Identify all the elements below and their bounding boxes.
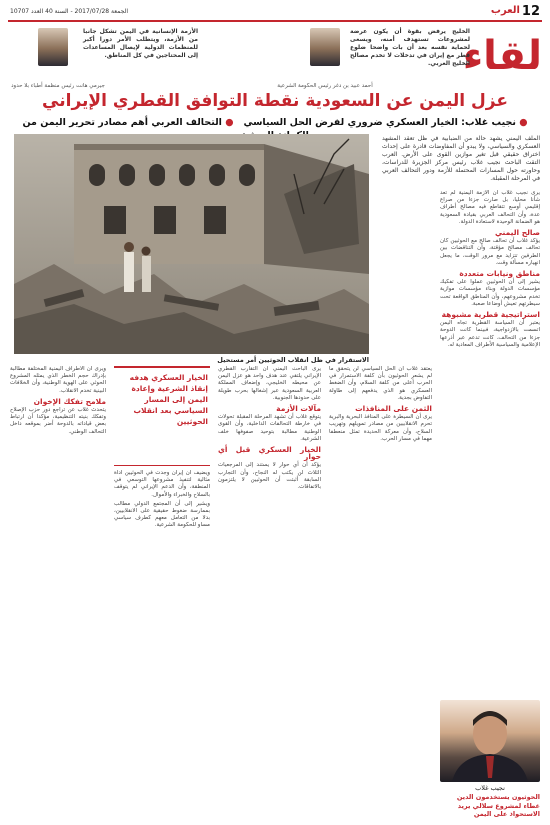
body-column — [440, 190, 540, 690]
teaser-quote-text: الأزمة الإنسانية في اليمن تشكل جانبا من الأزمة، ويتطلب الأمر دورا أكبر للمنظمات الدولية لإيصال المساعدات إلى المحتاجين في كل المناطق. — [83, 28, 198, 59]
column-heading: الخيار العسكري قبل أي حوار — [218, 445, 321, 462]
issue-line: الجمعة 2017/07/28 - السنة 40 العدد 10707 — [10, 8, 128, 15]
column-text: يعتقد غلاب أن الحل السياسي لن يتحقق ما لم يشعر الحوثيون بأن كلفة الاستمرار في الحرب أعلى من كلفة السلام، وأن الضغط العسكري هو الذي يدفعهم إلى طاولة التفاوض بجدية. — [329, 366, 432, 401]
column-heading: ملامح تفكك الإخوان — [33, 396, 106, 406]
column-text: يرى أن السيطرة على المنافذ البحرية والبرية تحرم الانقلابيين من مصادر تمويلهم وتهريب السلاح، وأن معركة الحديدة تمثل منعطفا مهما في مسار الحرب. — [329, 414, 432, 442]
photo-caption: الاستقرار في ظل انقلاب الحوثيين أمر مستحيل — [217, 356, 369, 364]
section-word: لقاء — [462, 33, 542, 79]
paper-name: العرب — [490, 5, 520, 16]
column-text: ويشير إلى أن المجتمع الدولي مطالب بممارسة ضغوط حقيقية على الانقلابيين، بدلا من التعامل معهم كطرف سياسي مساو للحكومة الشرعية. — [114, 500, 210, 529]
bullet-icon: ● — [519, 117, 528, 128]
portrait-illustration — [440, 700, 540, 782]
body-column — [329, 366, 432, 816]
column-heading: الثمن على المنافذات — [355, 404, 432, 414]
teaser-portrait — [310, 28, 340, 66]
column-text: يتوقع غلاب أن تشهد المرحلة المقبلة تحولات في خارطة التحالفات الداخلية، وأن القوى الوطنية مطالبة بتوحيد صفوفها خلف الشرعية. — [218, 414, 321, 442]
portrait-caption: نجيب غلاب — [475, 784, 505, 792]
column-text: يتحدث غلاب عن تراجع دور حزب الإصلاح وتفكك بنيته التنظيمية، مؤكدا أن ارتباط بعض قياداته بالدوحة أضر بموقعه داخل التحالف الوطني. — [10, 407, 106, 435]
bottom-quote: الحوثيون يستخدمون الدين غطاء لمشروع سلالي يريد الاستحواذ على اليمن — [456, 793, 540, 818]
teaser-quote — [270, 28, 470, 90]
body-column — [10, 366, 106, 816]
column-text: يؤكد أن أي حوار لا يستند إلى المرجعيات الثلاث لن يكتب له النجاح، وأن التجارب السابقة أثبتت أن الحوثيين لا يلتزمون بالاتفاقات. — [218, 462, 321, 491]
column-text: يشير إلى أن الحوثيين عملوا على تفكيك مؤسسات الدولة وبناء مؤسسات موازية تخدم مشروعهم، وأن المناطق الواقعة تحت سيطرتهم تعيش أوضاعا صعبة. — [440, 279, 540, 307]
column-text: يرى الباحث اليمني أن التقارب القطري الإيراني يلتقي عند هدف واحد هو عزل اليمن عن محيطه الخليجي، وإضعاف المملكة العربية السعودية عبر إشغالها بحرب طويلة على حدودها الجنوبية. — [218, 366, 321, 401]
intro-paragraph: الملف اليمني يشهد حالة من الضبابية في ظل تعقد المشهد العسكري والسياسي، ولا يبدو أن المفاوضات قادرة على إحداث اختراق حقيقي قبل تغير موازين القوى على الأرض. العرب التقت الباحث نجيب غلاب رئيس مركز الجزيرة للدراسات، وحاورته حول المسارات المحتملة للأزمة ودور التحالف العربي في المرحلة المقبلة. — [382, 135, 540, 182]
body-column — [218, 366, 321, 816]
main-photo — [14, 134, 369, 354]
page-number: 12 — [521, 4, 540, 19]
headline: عزل اليمن عن السعودية نقطة التوافق القطري الإيراني — [42, 91, 508, 111]
column-heading: مناطق ونيابات متعددة — [459, 269, 540, 279]
bullet-icon: ● — [225, 117, 234, 128]
subhead-2: التحالف العربي أهم مصادر تحرير اليمن من — [22, 117, 222, 128]
rubble-scene-illustration — [14, 134, 369, 354]
body-column — [114, 470, 210, 816]
subhead-1: نجيب غلاب: الخيار العسكري ضروري لفرض الحل السياسي — [243, 117, 516, 128]
interviewee-portrait — [440, 700, 540, 782]
column-text: ويضيف أن إيران وجدت في الحوثيين أداة مثالية لتنفيذ مشروعها التوسعي في المنطقة، وأن الدعم الإيراني لم يتوقف بالسلاح والخبراء والأموال. — [114, 470, 210, 498]
pull-quote-text: الخيار العسكري هدفه إنقاذ الشرعية وإعادة اليمن إلى المسار السياسي بعد انقلاب الحوثيين — [129, 373, 208, 426]
column-heading: مآلات الأزمة — [276, 404, 321, 414]
teaser-portrait — [38, 28, 68, 66]
column-text: يرى نجيب غلاب أن الأزمة اليمنية لم تعد شأنا محليا، بل صارت جزءا من صراع إقليمي أوسع تتقاطع فيه مصالح أطراف عدة، وأن التحالف العربي بقيادة السعودية هو الضمانة الوحيدة لاستعادة الدولة. — [440, 190, 540, 225]
section-label — [462, 30, 542, 85]
teaser-quote-text: الخليج يرفض بقوة أن يكون عرضة لمشروعات تستهدف أمنه، ويسعى لحماية نفسه بعد أن بات واضحا ضلوع قطر مع إيران في تدخلات لا تخدم مصالح الخليج العربي. — [350, 28, 470, 67]
column-text: يؤكد غلاب أن تحالف صالح مع الحوثيين كان تحالف مصالح مؤقتة، وأن التناقضات بين الطرفين تتزايد مع مرور الوقت، ما يجعل انهياره مسألة وقت. — [440, 238, 540, 266]
masthead-strip — [8, 6, 542, 22]
column-text: يعتبر أن السياسة القطرية تجاه اليمن اتسمت بالازدواجية، فبينما كانت الدوحة جزءا من التحالف، كانت تدعم عبر أذرعها الإعلامية والسياسية الأطراف المعادية له. — [440, 320, 540, 348]
column-heading: صالح اليمني — [494, 228, 540, 238]
column-text: ويرى أن الأطراف اليمنية المختلفة مطالبة بإدراك حجم الخطر الذي يمثله المشروع الحوثي على الهوية الوطنية، وأن الخلافات البينية تخدم الانقلاب. — [10, 366, 106, 394]
teaser-caption: جيرمي هانت رئيس منظمة أطباء بلا حدود — [11, 83, 105, 89]
teaser-quote — [8, 28, 198, 90]
column-heading: استراتيجية قطرية مشبوهة — [441, 310, 540, 320]
teaser-caption: أحمد عبيد بن دغر رئيس الحكومة الشرعية — [277, 83, 373, 89]
pull-quote — [114, 366, 210, 466]
